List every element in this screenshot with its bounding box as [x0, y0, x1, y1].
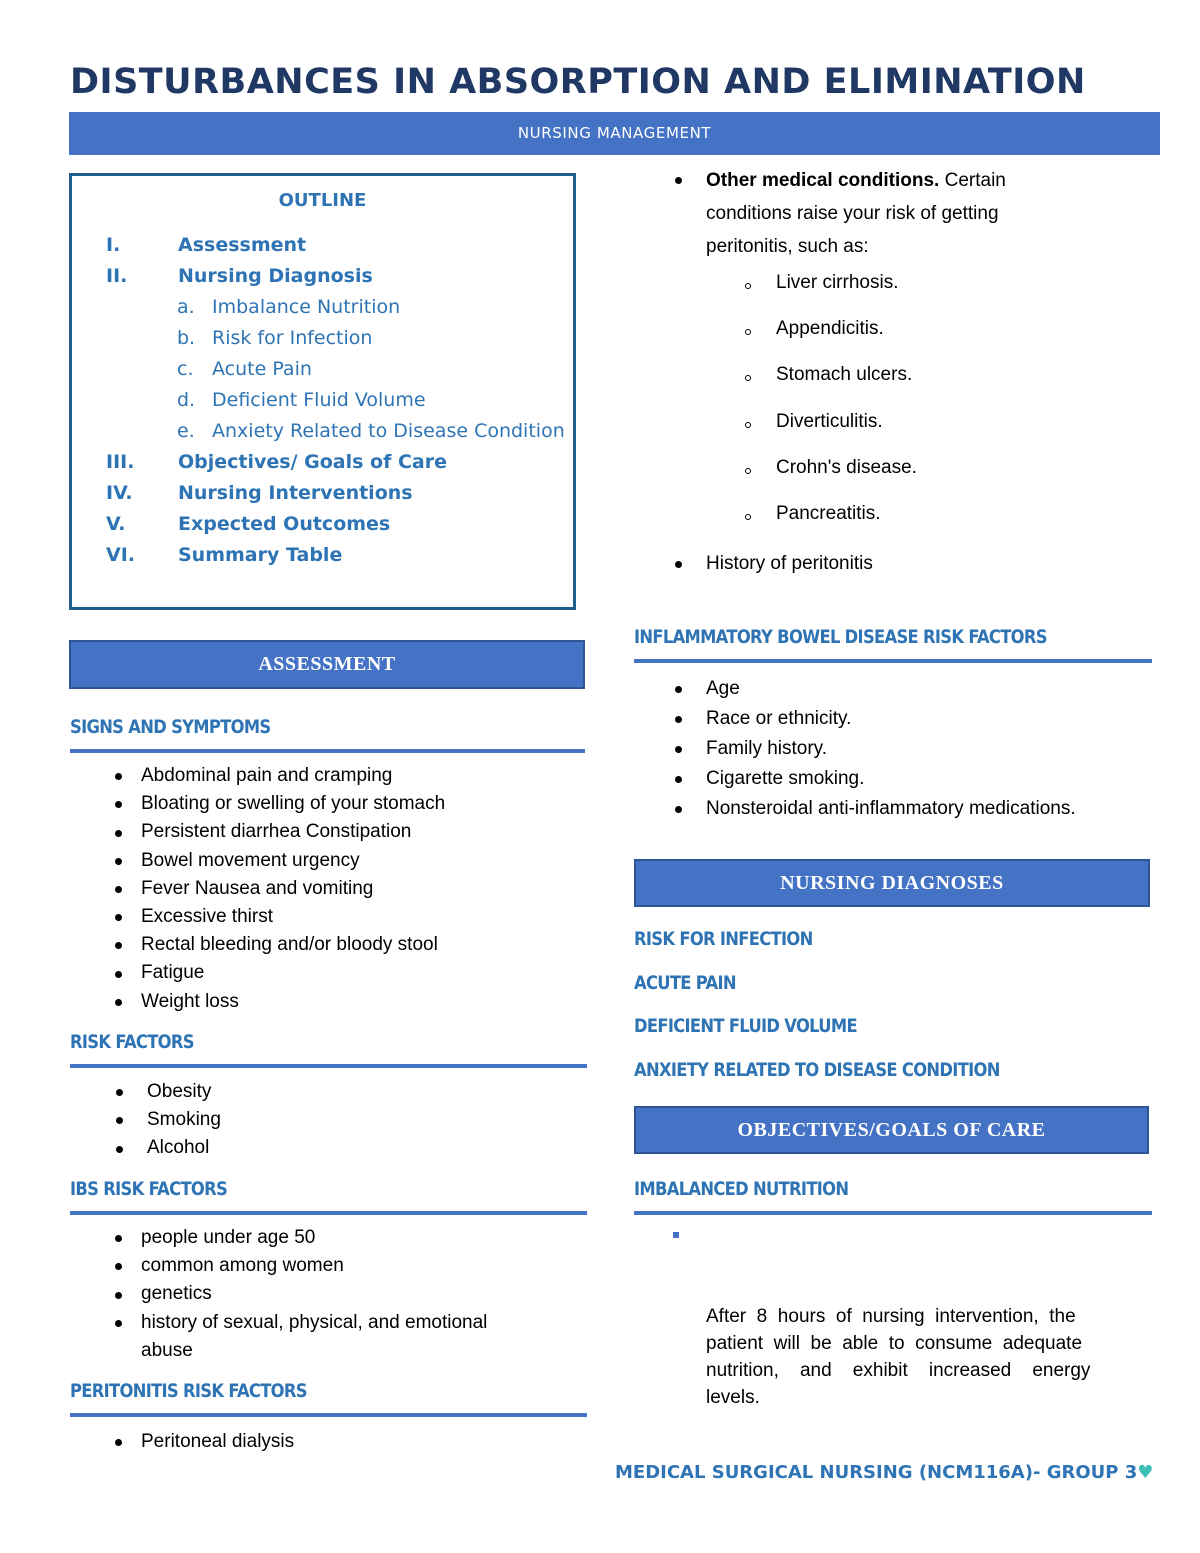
list-item-text: Obesity	[147, 1081, 212, 1102]
list-item-text: Weight loss	[141, 990, 239, 1012]
bullet-icon	[116, 1089, 123, 1096]
outline-item-number: I.	[106, 234, 121, 256]
condition-text: Appendicitis.	[776, 318, 884, 340]
goal-line: nutrition, and exhibit increased energy	[706, 1360, 1091, 1381]
peritonitis-list	[141, 1428, 294, 1456]
list-item	[147, 1078, 221, 1106]
ibs-list	[141, 1224, 487, 1365]
outline-item-text: Anxiety Related to Disease Condition	[212, 420, 565, 442]
diagnosis-heading: DEFICIENT FLUID VOLUME	[634, 1015, 857, 1037]
bullet-icon	[115, 886, 122, 893]
list-item	[141, 818, 445, 846]
list-item-text: Excessive thirst	[141, 906, 273, 928]
divider	[70, 1413, 587, 1417]
bullet-icon	[115, 999, 122, 1006]
outline-item-number: VI.	[106, 544, 135, 566]
list-item	[141, 903, 445, 931]
list-item	[141, 1337, 487, 1365]
assessment-header: ASSESSMENT	[69, 640, 585, 689]
list-item	[706, 794, 1076, 824]
goal-line: After 8 hours of nursing intervention, the	[706, 1306, 1076, 1327]
list-item-text: Family history.	[706, 738, 828, 759]
bullet-icon	[675, 716, 682, 723]
list-item-text: genetics	[141, 1283, 212, 1305]
list-item	[141, 1252, 487, 1280]
diagnosis-heading: ANXIETY RELATED TO DISEASE CONDITION	[634, 1059, 1000, 1081]
ibs-heading: IBS RISK FACTORS	[70, 1178, 228, 1200]
outline-item-number: a.	[177, 296, 195, 318]
other-conditions-bold: Other medical conditions.	[706, 170, 940, 191]
history-text: History of peritonitis	[706, 553, 873, 574]
bullet-icon	[115, 1235, 122, 1242]
condition-text: Liver cirrhosis.	[776, 272, 899, 293]
ibd-list	[706, 674, 1076, 824]
condition-text: Crohn's disease.	[776, 456, 917, 478]
bullet-icon	[675, 686, 682, 693]
list-item-text: abuse	[141, 1339, 193, 1361]
list-item	[141, 931, 445, 959]
heart-icon: ♥	[1137, 1462, 1154, 1483]
outline-item-number: e.	[177, 420, 195, 442]
divider	[634, 659, 1152, 663]
condition-text: Stomach ulcers.	[776, 364, 913, 386]
goal-line: levels.	[706, 1387, 760, 1408]
goals-header: OBJECTIVES/GOALS OF CARE	[634, 1106, 1149, 1154]
list-item	[147, 1134, 221, 1162]
other-conditions-block	[706, 164, 1006, 263]
list-item	[141, 1428, 294, 1456]
footer-text: MEDICAL SURGICAL NURSING (NCM116A)- GROUP 3	[615, 1462, 1138, 1483]
outline-item-text: Acute Pain	[212, 358, 312, 380]
list-item-text: Rectal bleeding and/or bloody stool	[141, 934, 438, 956]
condition-item	[776, 411, 883, 433]
outline-heading: OUTLINE	[278, 190, 367, 211]
list-item-text: Persistent diarrhea Constipation	[141, 821, 412, 843]
list-item	[706, 764, 1076, 794]
bullet-icon	[675, 776, 682, 783]
list-item	[141, 790, 445, 818]
list-item-text: Peritoneal dialysis	[141, 1431, 295, 1452]
divider	[70, 749, 585, 753]
condition-item	[776, 272, 898, 294]
outline-item-text: Nursing Diagnosis	[178, 265, 373, 287]
outline-item-text: Summary Table	[178, 544, 343, 566]
list-item-text: Race or ethnicity.	[706, 708, 852, 729]
outline-item-number: II.	[106, 265, 128, 287]
outline-box	[69, 173, 576, 610]
list-item-text: Fever Nausea and vomiting	[141, 877, 374, 899]
circle-bullet-icon	[745, 283, 751, 289]
condition-text: Pancreatitis.	[776, 503, 881, 524]
outline-item-number: IV.	[106, 482, 133, 504]
risk-heading: RISK FACTORS	[70, 1031, 194, 1053]
circle-bullet-icon	[745, 422, 751, 428]
list-item-text: Fatigue	[141, 962, 205, 984]
ibd-heading: INFLAMMATORY BOWEL DISEASE RISK FACTORS	[634, 626, 1047, 648]
outline-item-text: Risk for Infection	[212, 327, 373, 349]
circle-bullet-icon	[745, 514, 751, 520]
signs-heading: SIGNS AND SYMPTOMS	[70, 716, 271, 738]
goal-line: patient will be able to consume adequate	[706, 1333, 1083, 1354]
list-item-text: Abdominal pain and cramping	[141, 765, 393, 786]
peritonitis-heading: PERITONITIS RISK FACTORS	[70, 1380, 307, 1402]
bullet-icon	[673, 1232, 679, 1238]
list-item	[141, 762, 445, 790]
bullet-icon	[115, 858, 122, 865]
bullet-icon	[115, 830, 122, 837]
bullet-icon	[115, 801, 122, 808]
outline-item-number: III.	[106, 451, 135, 473]
bullet-icon	[675, 746, 682, 753]
goal-text	[706, 1222, 1090, 1438]
condition-item	[776, 318, 884, 340]
bullet-icon	[115, 1292, 122, 1299]
outline-item-text: Nursing Interventions	[178, 482, 413, 504]
list-item	[147, 1106, 221, 1134]
other-conditions-text: Certain	[939, 170, 1006, 191]
document-title: DISTURBANCES IN ABSORPTION AND ELIMINATION	[70, 62, 1086, 102]
list-item-text: common among women	[141, 1255, 344, 1277]
list-item	[706, 734, 1076, 764]
section-band: NURSING MANAGEMENT	[69, 112, 1160, 155]
diagnosis-heading: RISK FOR INFECTION	[634, 928, 813, 950]
bullet-icon	[115, 773, 122, 780]
list-item	[706, 704, 1076, 734]
footer	[615, 1462, 1153, 1483]
other-conditions-line: conditions raise your risk of getting	[706, 203, 999, 224]
other-conditions-line: peritonitis, such as:	[706, 236, 869, 257]
divider	[634, 1211, 1152, 1215]
list-item-text: people under age 50	[141, 1227, 316, 1248]
list-item	[141, 959, 445, 987]
outline-item-number: V.	[106, 513, 126, 535]
risk-list	[147, 1078, 221, 1163]
condition-item	[776, 503, 881, 525]
divider	[70, 1064, 587, 1068]
bullet-icon	[116, 1146, 123, 1153]
circle-bullet-icon	[745, 468, 751, 474]
diagnoses-header: NURSING DIAGNOSES	[634, 859, 1150, 907]
outline-item-text: Expected Outcomes	[178, 513, 391, 535]
bullet-icon	[116, 1117, 123, 1124]
list-item	[141, 1280, 487, 1308]
outline-item-number: b.	[177, 327, 196, 349]
outline-item-number: c.	[177, 358, 194, 380]
bullet-icon	[115, 914, 122, 921]
bullet-icon	[115, 1439, 122, 1446]
bullet-icon	[115, 1263, 122, 1270]
list-item-text: Smoking	[147, 1109, 221, 1131]
bullet-icon	[115, 971, 122, 978]
list-item-text: Nonsteroidal anti-inflammatory medications.	[706, 798, 1076, 819]
list-item	[141, 847, 445, 875]
condition-item	[776, 457, 917, 479]
list-item	[706, 674, 1076, 704]
divider	[70, 1211, 587, 1215]
history-item	[706, 553, 873, 575]
list-item	[141, 1224, 487, 1252]
outline-item-text: Imbalance Nutrition	[212, 296, 401, 318]
bullet-icon	[115, 942, 122, 949]
list-item	[141, 875, 445, 903]
circle-bullet-icon	[745, 329, 751, 335]
bullet-icon	[115, 1320, 122, 1327]
outline-item-number: d.	[177, 389, 196, 411]
list-item	[141, 988, 445, 1016]
diagnosis-heading: ACUTE PAIN	[634, 972, 736, 994]
list-item-text: Bowel movement urgency	[141, 849, 360, 871]
list-item-text: history of sexual, physical, and emotional	[141, 1311, 488, 1333]
bullet-icon	[675, 177, 682, 184]
list-item-text: Cigarette smoking.	[706, 768, 865, 789]
outline-item-text: Deficient Fluid Volume	[212, 389, 426, 411]
outline-item-text: Objectives/ Goals of Care	[178, 451, 448, 473]
imbalanced-nutrition-heading: IMBALANCED NUTRITION	[634, 1178, 849, 1200]
list-item-text: Alcohol	[147, 1137, 210, 1159]
bullet-icon	[675, 561, 682, 568]
list-item	[141, 1309, 487, 1337]
circle-bullet-icon	[745, 375, 751, 381]
outline-item-text: Assessment	[178, 234, 307, 256]
list-item-text: Age	[706, 678, 740, 699]
condition-text: Diverticulitis.	[776, 410, 883, 432]
signs-list	[141, 762, 445, 1016]
condition-item	[776, 364, 912, 386]
bullet-icon	[675, 806, 682, 813]
list-item-text: Bloating or swelling of your stomach	[141, 793, 446, 815]
